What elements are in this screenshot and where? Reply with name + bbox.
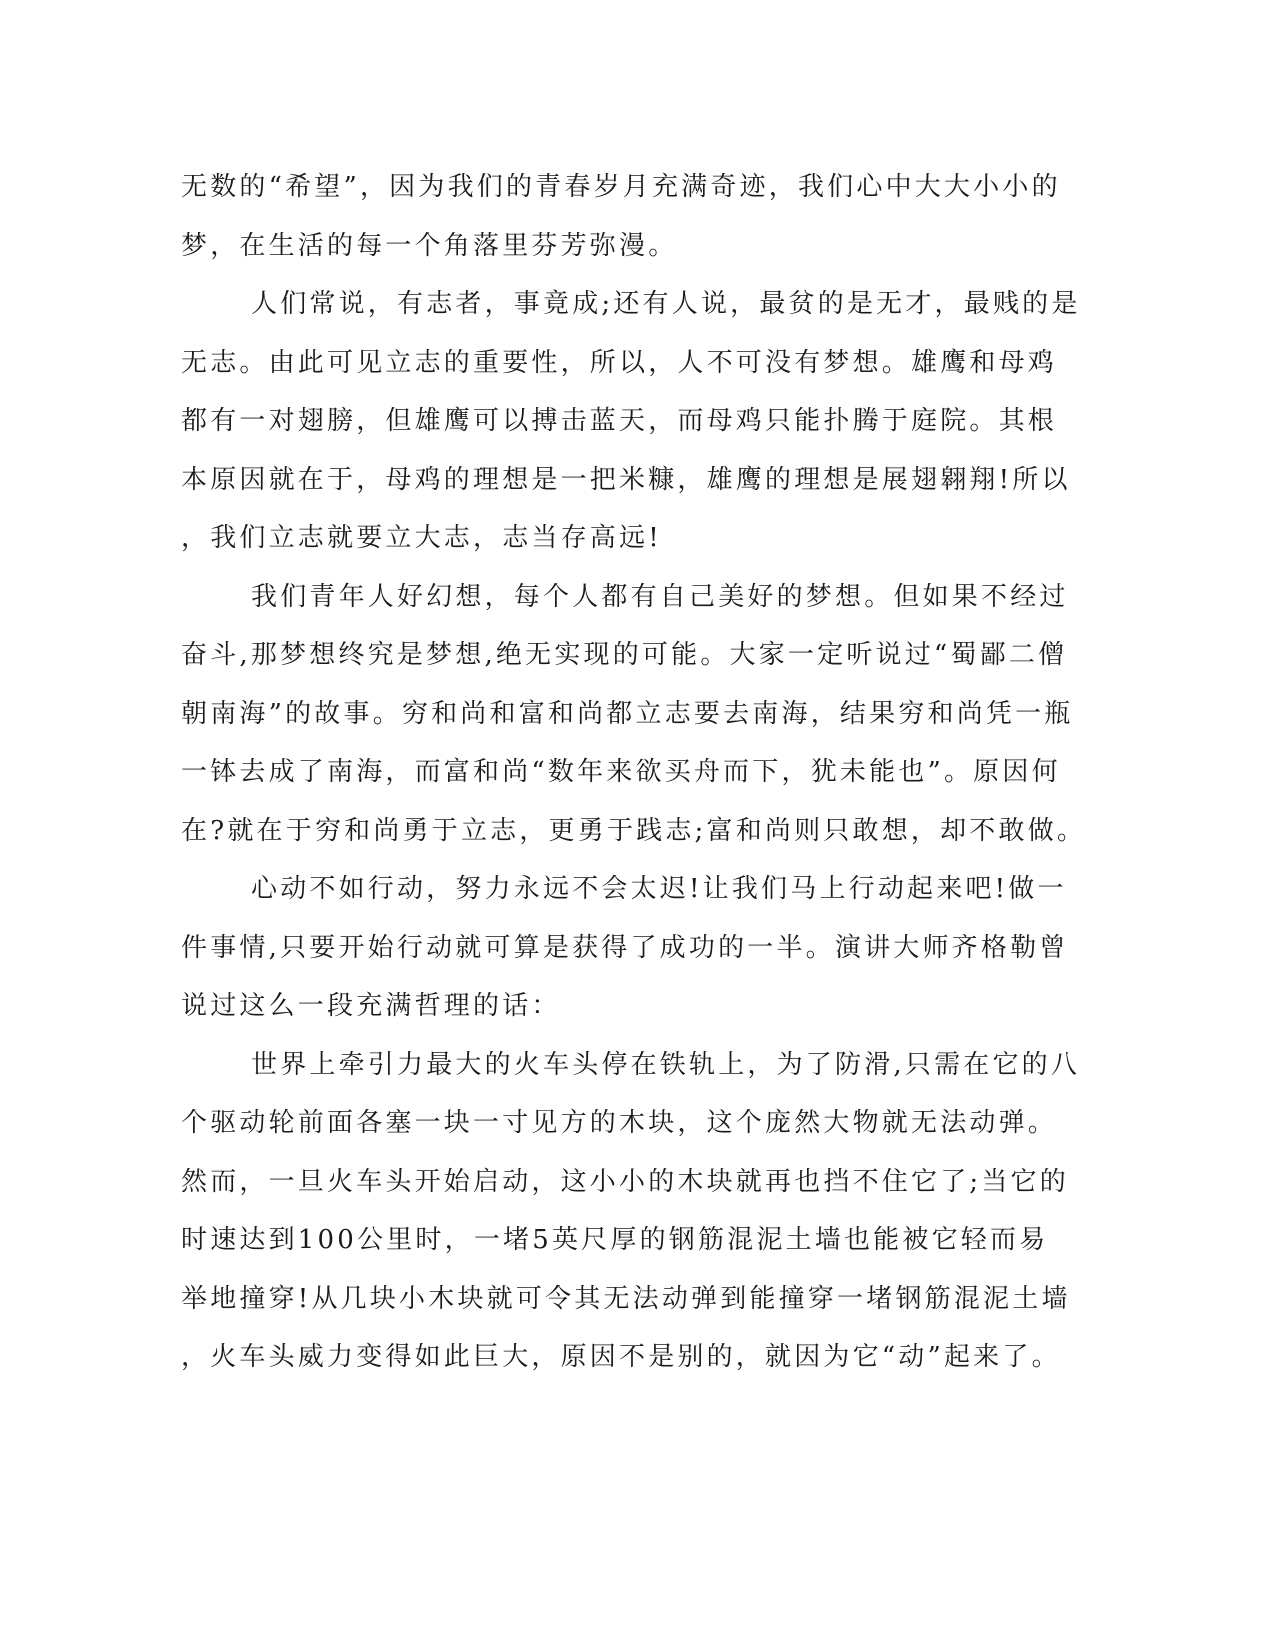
text-line: 心动不如行动，努力永远不会太迟!让我们马上行动起来吧!做一 (251, 874, 1067, 904)
text-line: 说过这么一段充满哲理的话： (181, 991, 561, 1021)
text-line: 人们常说，有志者，事竟成;还有人说，最贫的是无才，最贱的是 (251, 289, 1081, 319)
text-line: 朝南海”的故事。穷和尚和富和尚都立志要去南海，结果穷和尚凭一瓶 (181, 698, 1074, 729)
text-line: 时速达到100公里时，一堵5英尺厚的钢筋混泥土墙也能被它轻而易 (181, 1225, 1049, 1255)
text-line: 梦，在生活的每一个角落里芬芳弥漫。 (181, 230, 678, 261)
text-line: 世界上牵引力最大的火车头停在铁轨上，为了防滑,只需在它的八 (251, 1049, 1081, 1080)
text-line: 件事情,只要开始行动就可算是获得了成功的一半。演讲大师齐格勒曾 (181, 932, 1069, 963)
text-line: 奋斗,那梦想终究是梦想,绝无实现的可能。大家一定听说过“蜀鄙二僧 (181, 640, 1068, 670)
text-line: 举地撞穿!从几块小木块就可令其无法动弹到能撞穿一堵钢筋混泥土墙 (181, 1283, 1071, 1314)
text-line: 本原因就在于，母鸡的理想是一把米糠，雄鹰的理想是展翅翱翔!所以 (181, 464, 1071, 495)
body-text (181, 158, 1087, 1387)
text-line: 然而，一旦火车头开始启动，这小小的木块就再也挡不住它了;当它的 (181, 1166, 1069, 1197)
text-line: 个驱动轮前面各塞一块一寸见方的木块，这个庞然大物就无法动弹。 (181, 1108, 1058, 1138)
text-line: 都有一对翅膀，但雄鹰可以搏击蓝天，而母鸡只能扑腾于庭院。其根 (181, 406, 1058, 436)
text-line: 无志。由此可见立志的重要性，所以，人不可没有梦想。雄鹰和母鸡 (181, 347, 1058, 378)
text-line: 我们青年人好幻想，每个人都有自己美好的梦想。但如果不经过 (251, 581, 1069, 612)
text-line: ，火车头威力变得如此巨大，原因不是别的，就因为它“动”起来了。 (181, 1342, 1061, 1372)
text-line: 一钵去成了南海，而富和尚“数年来欲买舟而下，犹未能也”。原因何 (181, 757, 1061, 787)
text-line: ，我们立志就要立大志，志当存高远! (181, 523, 662, 553)
text-line: 无数的“希望”，因为我们的青春岁月充满奇迹，我们心中大大小小的 (181, 172, 1061, 202)
text-line: 在?就在于穷和尚勇于立志，更勇于践志;富和尚则只敢想，却不敢做。 (181, 815, 1087, 846)
